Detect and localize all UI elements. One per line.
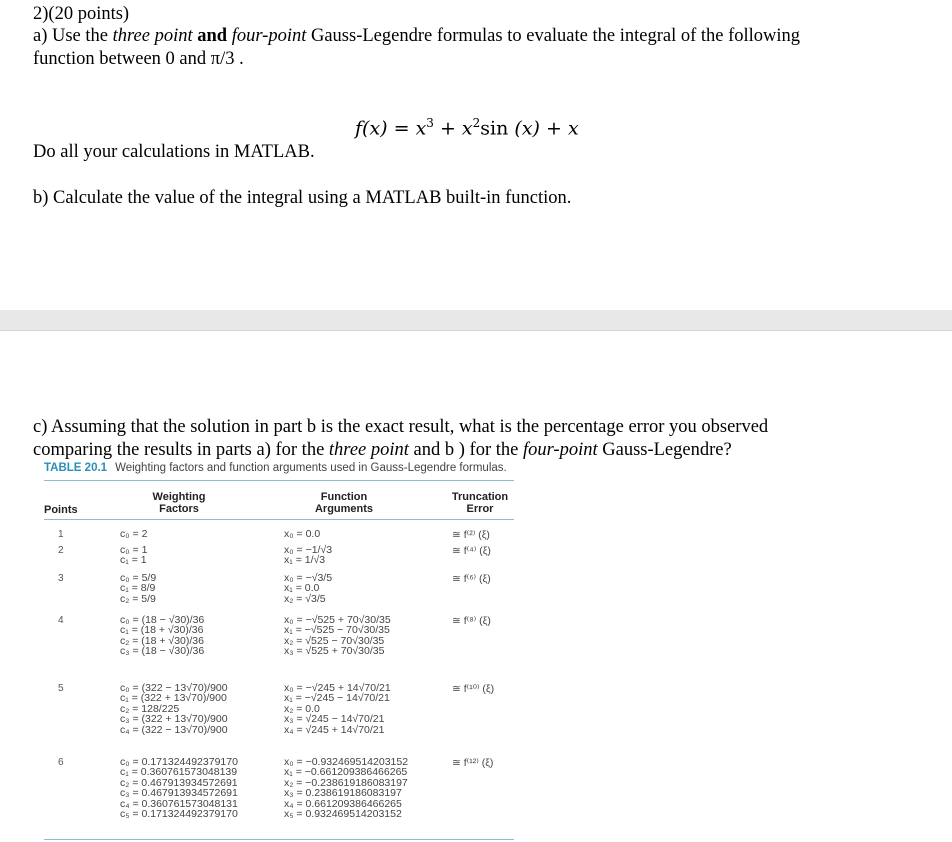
page-break (0, 310, 952, 330)
table-header-rule (44, 519, 514, 520)
truncation-error: ≅ f⁽¹²⁾ (ξ) (452, 757, 494, 769)
header-args: Function Arguments (314, 491, 374, 515)
truncation-error: ≅ f⁽⁴⁾ (ξ) (452, 545, 491, 557)
weighting-factor: c₀ = 5/9 (120, 572, 157, 584)
part-a-line1: a) Use the three point and four-point Gauss-Legendre formulas to evaluate the integral of the following (33, 26, 801, 46)
table-caption: TABLE 20.1 Weighting factors and function arguments used in Gauss-Legendre formulas. (44, 462, 507, 474)
weighting-factor: c₄ = 0.360761573048131 (120, 797, 238, 810)
truncation-error: ≅ f⁽⁸⁾ (ξ) (452, 615, 491, 627)
function-argument: x₁ = −√245 − 14√70/21 (284, 692, 390, 705)
function-argument: x₃ = √245 − 14√70/21 (284, 713, 385, 726)
header-error: Truncation Error (451, 491, 509, 515)
function-formula: $f(x) = x^3 + x^2\sin$ (x) + x (355, 116, 579, 140)
gauss-legendre-table (44, 462, 514, 842)
part-c-line2: comparing the results in parts a) for the three point and b ) for the four-point Gauss-Legendre? (33, 440, 732, 460)
weighting-factor: c₁ = 0.360761573048139 (120, 766, 238, 779)
function-argument: x₄ = √245 + 14√70/21 (284, 723, 385, 736)
function-argument: x₅ = 0.932469514203152 (284, 808, 402, 821)
function-argument: x₀ = −0.932469514203152 (284, 756, 409, 768)
part-b: b) Calculate the value of the integral using a MATLAB built-in function. (33, 188, 572, 208)
weighting-factor: c₁ = (18 + √30)/36 (120, 624, 204, 637)
page-break-line (0, 330, 952, 331)
function-argument: x₃ = √525 + 70√30/35 (284, 645, 385, 658)
table-row-points: 2 (58, 545, 64, 556)
function-argument: x₁ = −0.661209386466265 (284, 766, 408, 779)
matlab-note: Do all your calculations in MATLAB. (33, 142, 315, 162)
part-c-line1: c) Assuming that the solution in part b is the exact result, what is the percentage error you observed (33, 417, 769, 437)
table-row-points: 4 (58, 615, 64, 626)
weighting-factor: c₂ = 0.467913934572691 (120, 776, 238, 789)
function-argument: x₂ = √525 − 70√30/35 (284, 634, 385, 647)
function-argument: x₀ = −√525 + 70√30/35 (284, 614, 391, 626)
truncation-error: ≅ f⁽²⁾ (ξ) (452, 529, 490, 541)
truncation-error: ≅ f⁽¹⁰⁾ (ξ) (452, 683, 495, 695)
weighting-factor: c₃ = (18 − √30)/36 (120, 645, 205, 658)
table-row-points: 5 (58, 683, 64, 694)
weighting-factor: c₁ = (322 + 13√70)/900 (120, 692, 227, 705)
part-a-line2: function between 0 and π/3 . (33, 49, 244, 69)
weighting-factor: c₄ = (322 − 13√70)/900 (120, 723, 228, 736)
function-argument: x₁ = 0.0 (284, 582, 320, 595)
function-argument: x₁ = −√525 − 70√30/35 (284, 624, 390, 637)
question-number: 2)(20 points) (33, 4, 130, 24)
function-argument: x₂ = −0.238619186083197 (284, 776, 408, 789)
function-argument: x₁ = 1/√3 (284, 554, 326, 567)
header-weights: Weighting Factors (152, 491, 206, 515)
function-argument: x₀ = 0.0 (284, 528, 321, 540)
weighting-factor: c₁ = 1 (120, 554, 147, 567)
weighting-factor: c₂ = (18 + √30)/36 (120, 634, 204, 647)
table-top-rule (44, 480, 514, 481)
weighting-factor: c₀ = (322 − 13√70)/900 (120, 682, 228, 694)
weighting-factor: c₁ = 8/9 (120, 582, 156, 595)
table-row-points: 6 (58, 757, 64, 768)
weighting-factor: c₀ = 1 (120, 544, 148, 556)
truncation-error: ≅ f⁽⁶⁾ (ξ) (452, 573, 491, 585)
function-argument: x₃ = 0.238619186083197 (284, 787, 402, 800)
weighting-factor: c₀ = 2 (120, 528, 148, 540)
weighting-factor: c₂ = 128/225 (120, 702, 180, 715)
weighting-factor: c₃ = (322 + 13√70)/900 (120, 713, 228, 726)
weighting-factor: c₀ = 0.171324492379170 (120, 756, 238, 768)
function-argument: x₀ = −1/√3 (284, 544, 333, 556)
function-argument: x₀ = −√3/5 (284, 572, 333, 584)
function-argument: x₄ = 0.661209386466265 (284, 797, 402, 810)
function-argument: x₀ = −√245 + 14√70/21 (284, 682, 391, 694)
function-argument: x₂ = √3/5 (284, 592, 326, 605)
weighting-factor: c₀ = (18 − √30)/36 (120, 614, 205, 626)
header-points: Points (44, 504, 78, 516)
weighting-factor: c₂ = 5/9 (120, 592, 156, 605)
table-bottom-rule (44, 839, 514, 840)
weighting-factor: c₅ = 0.171324492379170 (120, 808, 238, 821)
table-row-points: 3 (58, 573, 64, 584)
function-argument: x₂ = 0.0 (284, 702, 320, 715)
table-row-points: 1 (58, 529, 64, 540)
weighting-factor: c₃ = 0.467913934572691 (120, 787, 238, 800)
